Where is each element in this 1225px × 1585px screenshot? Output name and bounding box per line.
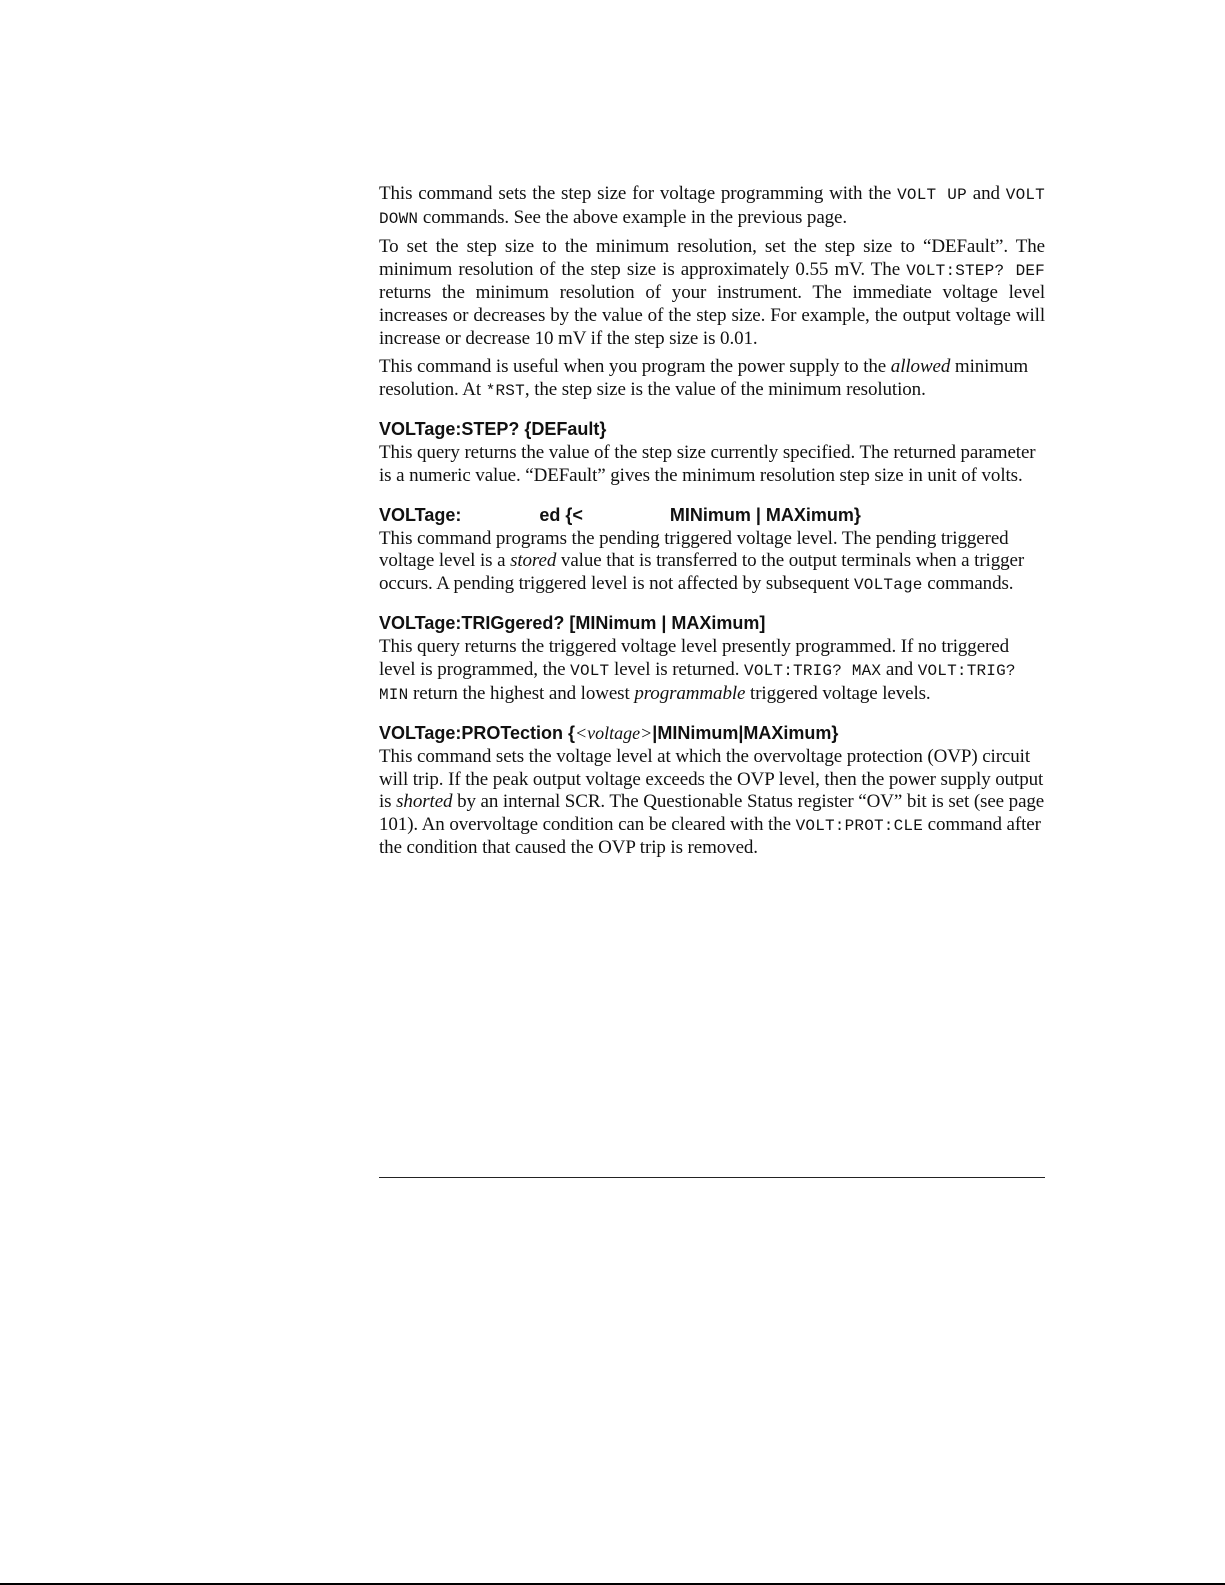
triggered-query-body bbox=[379, 636, 1045, 706]
text: This command programs the pending triggered voltage level. The pending triggered voltage level is a bbox=[379, 527, 1009, 572]
footer-divider bbox=[379, 1177, 1045, 1178]
heading-triggered-query: VOLTage:TRIGgered? [MINimum | MAXimum] bbox=[379, 613, 766, 634]
text: commands. See the above example in the previous page. bbox=[418, 206, 848, 228]
triggered-body bbox=[379, 528, 1045, 597]
text: and bbox=[881, 658, 918, 680]
code-rst: *RST bbox=[485, 381, 525, 400]
document-body bbox=[379, 183, 1045, 866]
text: returns the minimum resolution of your instrument. The immediate voltage level increases or decreases by the value of the step size. For example, the output voltage will increase or decrease 10 mV if the step size is 0.01. bbox=[379, 282, 1045, 349]
text: , the step size is the value of the minimum resolution. bbox=[524, 378, 926, 400]
code-volt-down: VOLT DOWN bbox=[379, 186, 1045, 228]
intro-paragraph-1 bbox=[379, 183, 1045, 230]
text: minimum resolution. At bbox=[379, 356, 1029, 400]
emphasis-programmable: programmable bbox=[634, 682, 746, 704]
emphasis-stored: stored bbox=[510, 550, 557, 572]
emphasis-shorted: shorted bbox=[396, 791, 453, 813]
text: This query returns the triggered voltage level presently programmed. If no triggered level is programmed, the bbox=[379, 636, 1009, 680]
intro-paragraph-3 bbox=[379, 356, 1045, 402]
text: This command sets the step size for voltage programming with the bbox=[379, 183, 898, 204]
protection-body bbox=[379, 746, 1045, 860]
intro-paragraph-2 bbox=[379, 236, 1045, 350]
text: return the highest and lowest bbox=[408, 682, 635, 704]
code-volt: VOLT bbox=[570, 661, 610, 680]
text: To set the step size to the minimum resolution, set the step size to “DEFault”. The minimum resolution of the step size is approximately 0.55 mV. The bbox=[379, 236, 1045, 280]
heading-part: |MINimum|MAXimum} bbox=[652, 723, 839, 744]
code-volt-prot-cle: VOLT:PROT:CLE bbox=[795, 816, 924, 835]
text: commands. bbox=[922, 572, 1014, 594]
text: This command sets the voltage level at which the overvoltage protection (OVP) circuit will trip. If the peak output voltage exceeds the OVP level, then the power supply output is bbox=[379, 746, 1044, 813]
section-triggered bbox=[379, 504, 1045, 597]
text: This command is useful when you program the power supply to the bbox=[379, 356, 891, 378]
heading-param-voltage: <voltage> bbox=[575, 723, 653, 744]
text: and bbox=[966, 183, 1006, 204]
code-volt-step-def: VOLT:STEP? DEF bbox=[906, 261, 1045, 280]
code-voltage: VOLTage bbox=[853, 575, 923, 594]
code-volt-trig-min: VOLT:TRIG? MIN bbox=[379, 661, 1016, 704]
text: value that is transferred to the output terminals when a trigger occurs. A pending triggered level is not affected by subsequent bbox=[379, 550, 1025, 594]
section-triggered-query bbox=[379, 612, 1045, 706]
code-volt-trig-max: VOLT:TRIG? MAX bbox=[744, 661, 882, 680]
heading-part: VOLTage: bbox=[379, 504, 462, 525]
heading-part: MINimum | MAXimum} bbox=[669, 504, 861, 525]
text: command after the condition that caused the OVP trip is removed. bbox=[379, 813, 1041, 859]
step-query-body: This query returns the value of the step size currently specified. The returned parameter is a numeric value. “DEFault” gives the minimum resolution step size in unit of volts. bbox=[379, 442, 1036, 486]
section-protection bbox=[379, 722, 1045, 860]
heading-protection bbox=[379, 722, 1045, 744]
text: level is returned. bbox=[609, 658, 745, 680]
heading-triggered bbox=[379, 504, 1045, 526]
emphasis-allowed: allowed bbox=[890, 356, 951, 378]
text: by an internal SCR. The Questionable Status register “OV” bit is set (see page 101). An overvoltage condition can be cleared with the bbox=[379, 791, 1045, 835]
text: triggered voltage levels. bbox=[745, 682, 931, 704]
heading-part: VOLTage:PROTection { bbox=[379, 723, 576, 744]
section-step-query bbox=[379, 418, 1045, 487]
heading-step-query: VOLTage:STEP? {DEFault} bbox=[379, 419, 607, 440]
heading-part: ed {< bbox=[539, 504, 583, 525]
code-volt-up: VOLT UP bbox=[897, 186, 967, 204]
